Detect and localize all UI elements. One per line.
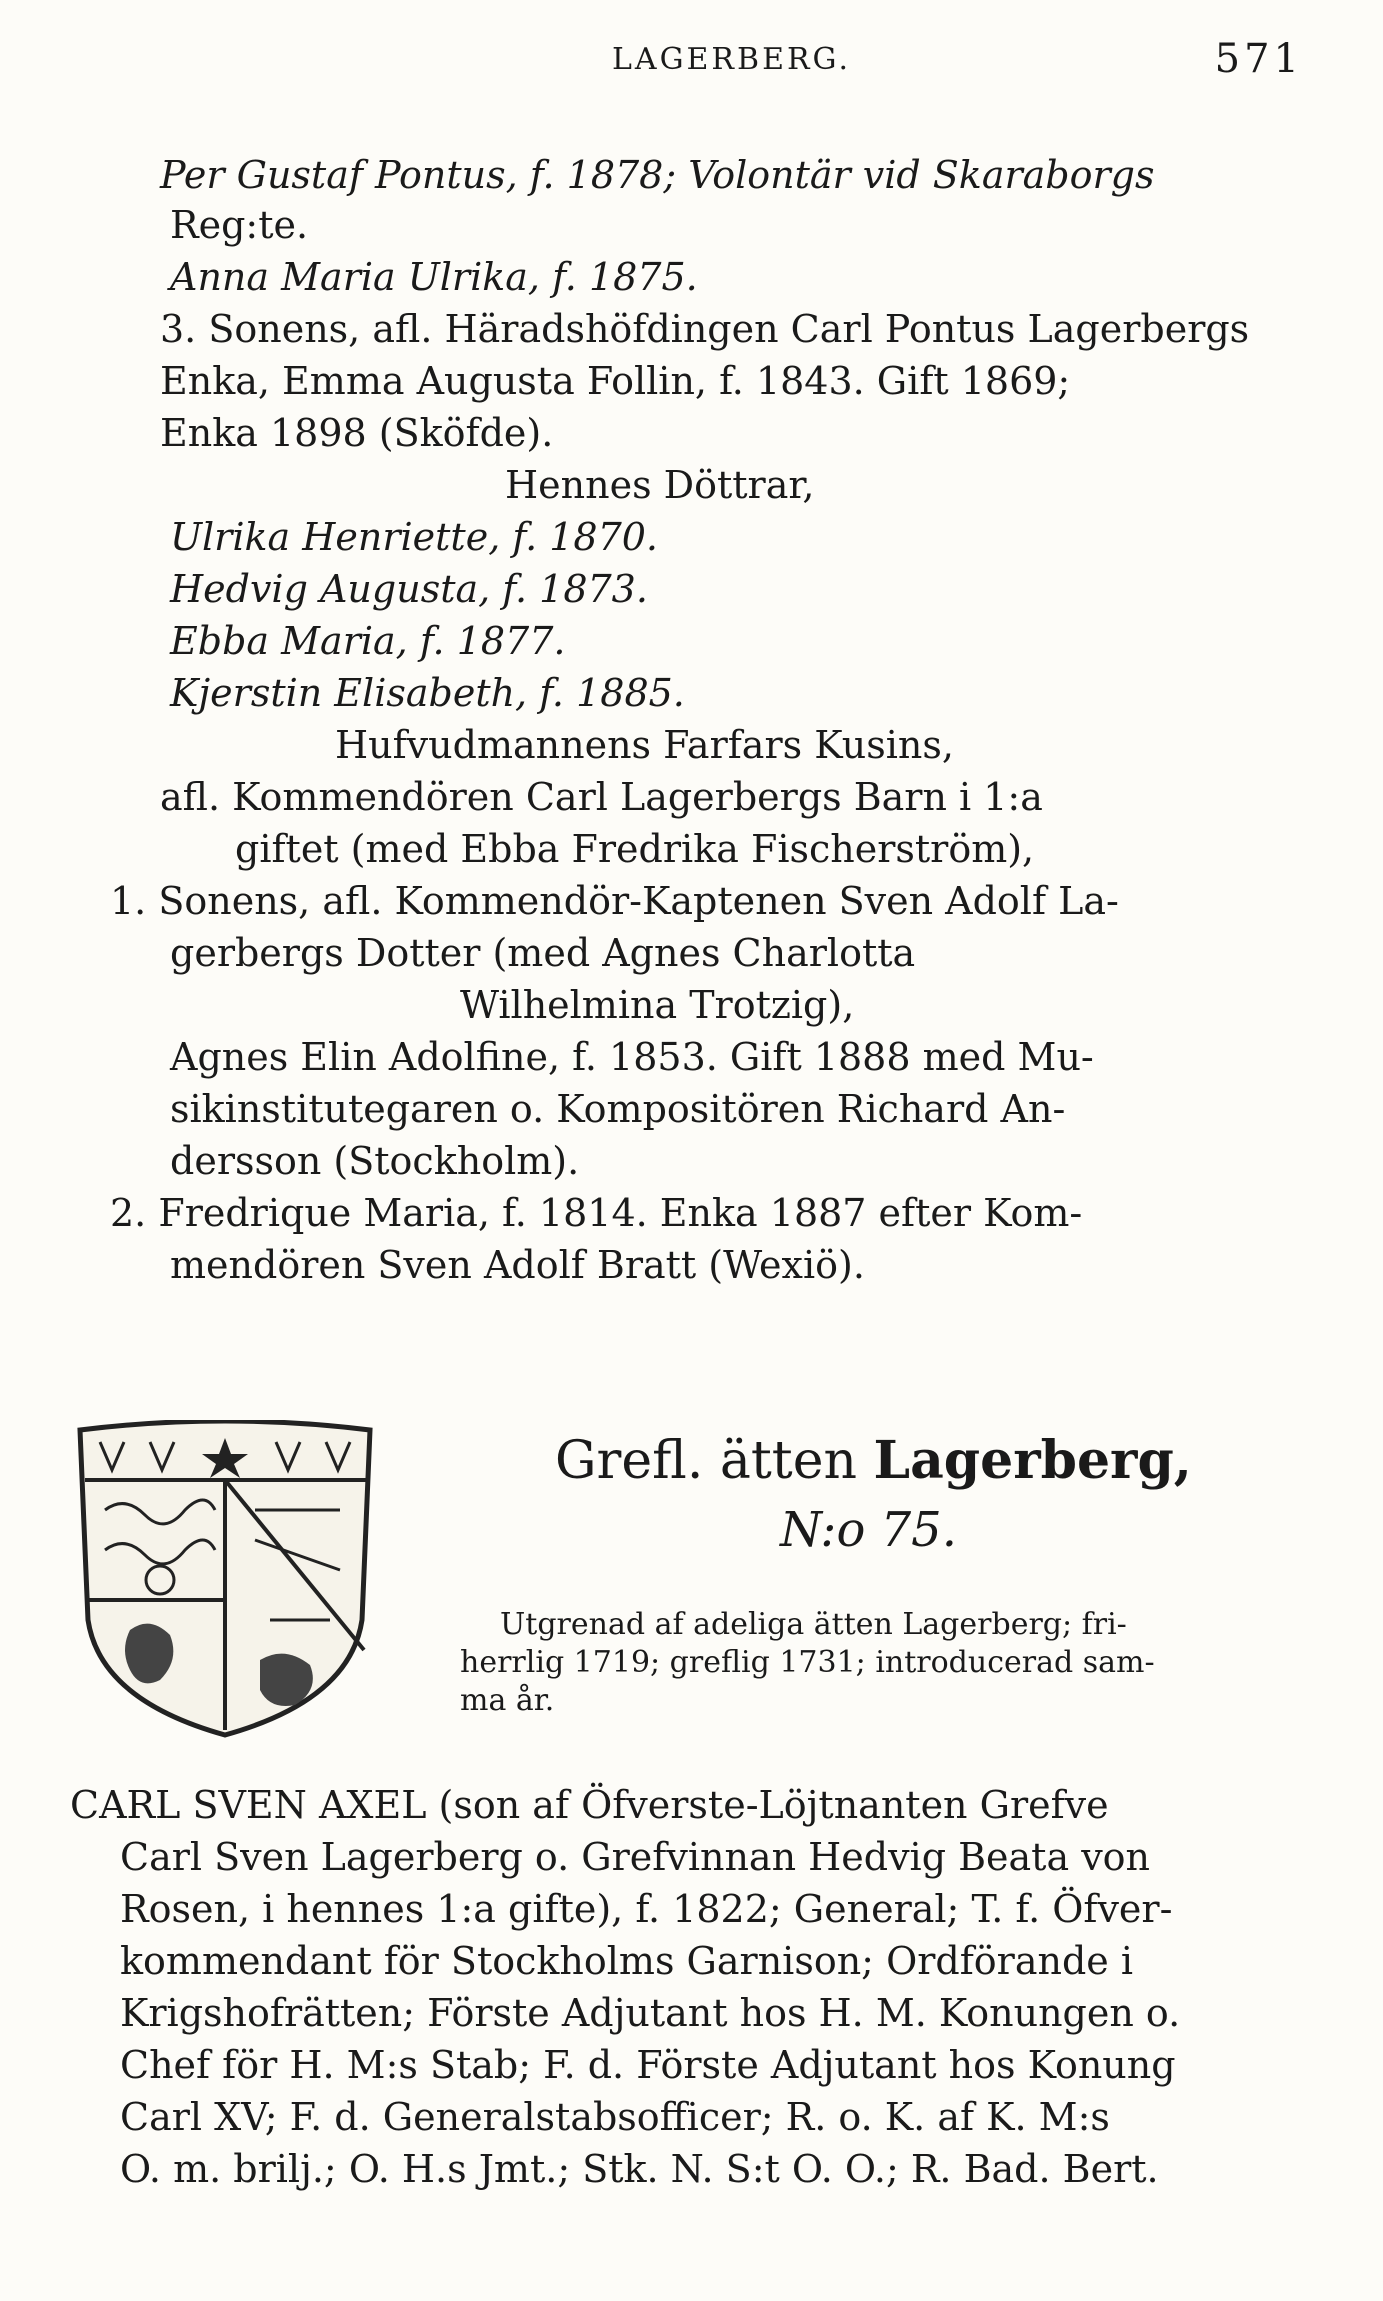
text-line: dersson (Stockholm). <box>170 1139 580 1183</box>
entry-line: Chef för H. M:s Stab; F. d. Förste Adjutant hos Konung <box>120 2043 1176 2087</box>
text-line: Enka 1898 (Sköfde). <box>160 411 554 455</box>
text-line: Hedvig Augusta, f. 1873. <box>170 567 648 611</box>
section-number: N:o 75. <box>780 1502 957 1558</box>
entry-line: O. m. brilj.; O. H.s Jmt.; Stk. N. S:t O. O.; R. Bad. Bert. <box>120 2147 1159 2191</box>
text-line: Ulrika Henriette, f. 1870. <box>170 515 659 559</box>
page-header <box>160 36 1303 86</box>
origin-line: Utgrenad af adeliga ätten Lagerberg; fri- <box>500 1607 1127 1642</box>
text-line: Reg:te. <box>170 203 309 247</box>
text-line: 3. Sonens, afl. Häradshöfdingen Carl Pontus Lagerbergs <box>160 307 1250 351</box>
entry-line: kommendant för Stockholms Garnison; Ordförande i <box>120 1939 1133 1983</box>
text-line: 2. Fredrique Maria, f. 1814. Enka 1887 efter Kom- <box>110 1191 1083 1235</box>
text-line: sikinstitutegaren o. Kompositören Richard An- <box>170 1087 1066 1131</box>
text-line: Hufvudmannens Farfars Kusins, <box>335 723 954 767</box>
text-line: mendören Sven Adolf Bratt (Wexiö). <box>170 1243 865 1287</box>
entry-line: Carl Sven Lagerberg o. Grefvinnan Hedvig Beata von <box>120 1835 1151 1879</box>
text-line: Hennes Döttrar, <box>505 463 815 507</box>
text-line: gerbergs Dotter (med Agnes Charlotta <box>170 931 916 975</box>
text-line: Ebba Maria, f. 1877. <box>170 619 566 663</box>
text-line: 1. Sonens, afl. Kommendör-Kaptenen Sven Adolf La- <box>110 879 1119 923</box>
running-head: LAGERBERG. <box>611 42 851 77</box>
text-line: Agnes Elin Adolfine, f. 1853. Gift 1888 med Mu- <box>170 1035 1094 1079</box>
text-line: Wilhelmina Trotzig), <box>460 983 855 1027</box>
section-title-name: Lagerberg, <box>873 1430 1192 1491</box>
origin-line: herrlig 1719; greflig 1731; introducerad sam- <box>460 1645 1155 1680</box>
coat-of-arms-icon <box>70 1420 380 1740</box>
entry-line: Rosen, i hennes 1:a gifte), f. 1822; General; T. f. Öfver- <box>120 1887 1173 1931</box>
section-title-prefix: Grefl. ätten <box>555 1431 857 1491</box>
text-line: Kjerstin Elisabeth, f. 1885. <box>170 671 685 715</box>
entry-line: Carl XV; F. d. Generalstabsofficer; R. o. K. af K. M:s <box>120 2095 1110 2139</box>
text-line: afl. Kommendören Carl Lagerbergs Barn i 1:a <box>160 775 1043 819</box>
entry-line: CARL SVEN AXEL (son af Öfverste-Löjtnanten Grefve <box>70 1783 1109 1827</box>
entry-line: Krigshofrätten; Förste Adjutant hos H. M. Konungen o. <box>120 1991 1181 2035</box>
text-line: giftet (med Ebba Fredrika Fischerström), <box>235 827 1035 871</box>
text-line: Per Gustaf Pontus, f. 1878; Volontär vid Skaraborgs <box>160 153 1155 197</box>
section-title <box>555 1430 1192 1491</box>
page-number: 571 <box>1214 36 1303 82</box>
origin-line: ma år. <box>460 1683 555 1718</box>
text-line: Anna Maria Ulrika, f. 1875. <box>170 255 698 299</box>
text-line: Enka, Emma Augusta Follin, f. 1843. Gift 1869; <box>160 359 1071 403</box>
